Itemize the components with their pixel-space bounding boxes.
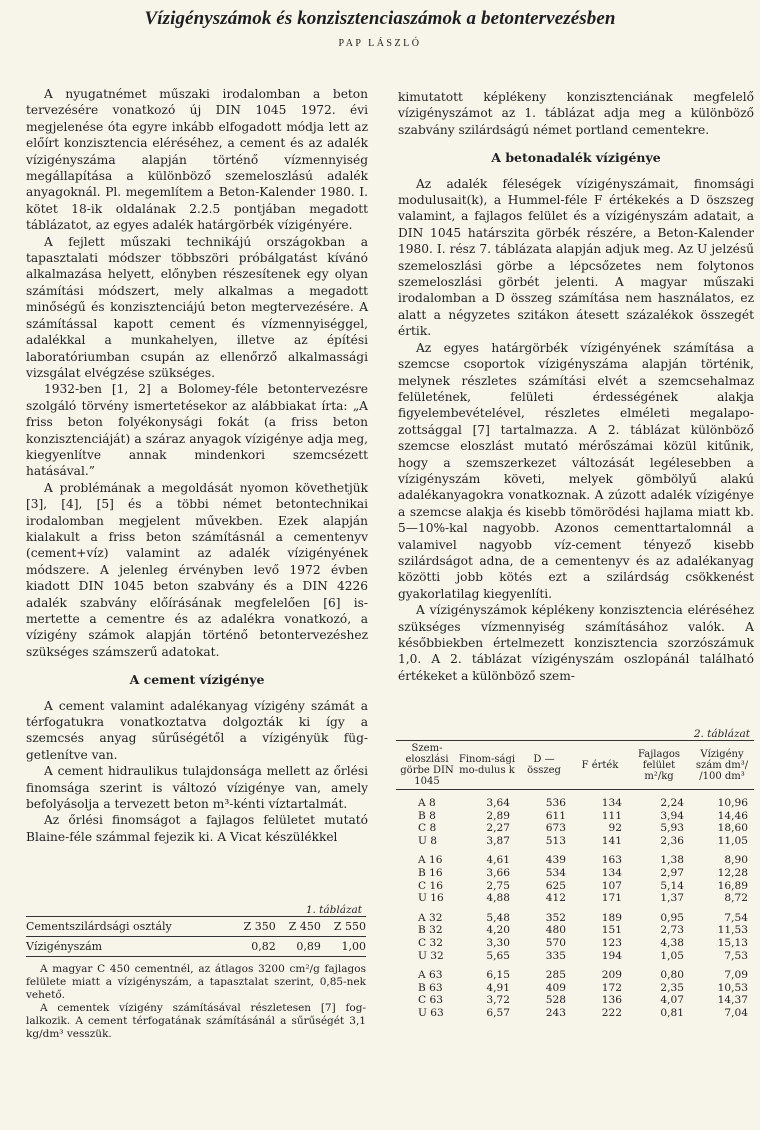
table-cell: 10,96 [717,797,748,809]
table-row [396,982,754,995]
table-cell: 163 [601,854,622,867]
table-cell: 14,46 [717,809,748,822]
table-cell: 1,05 [660,949,684,962]
table-cell: 12,28 [717,866,748,879]
table-1 [26,904,366,1041]
spacer-cell [396,905,754,912]
table-cell: 625 [545,879,566,892]
table-note: A magyar C 450 cementnél, az átlagos 3200 cm²/g fajlagos felülete miatt a vízigényszám, a tapasztalat szerint, 0,85-nek vehető. [26,963,366,1001]
article-author: PAP LÁSZLÓ [338,38,422,49]
table-cell: B 8 [418,809,436,822]
table-cell: U 32 [418,949,444,962]
group-spacer [396,962,754,969]
right-column [398,89,754,684]
spacer-cell [396,962,754,969]
table-cell: 528 [545,994,566,1007]
table-header-cell: Z 550 [321,917,366,937]
table-cell: 16,89 [717,879,748,892]
table-cell: 2,73 [660,924,684,937]
paragraph: A problémának a megoldását nyomon követhetjük [3], [4], [5] és a többi német betontechnikai irodalomban megjelent művekben. Ezek alapján kialakult a friss beton számításnál a cementenyv (cement+víz) valamint az adalék vízigényének módszere. A jelenleg érvényben levő 1972 évben kiadott DIN 1045 beton szabvány és a DIN 4226 adalék szabvány előírásának megfelelően [6] ismertette a cementre és az adalékra vonatkozó, a vízigény számok alapján történő betontervezéshez szükséges számszerű adatokat. [26,480,368,659]
table-cell: 0,81 [660,1006,684,1019]
table-row [396,822,754,835]
table-cell: B 63 [418,981,443,994]
table-cell: 123 [601,936,622,949]
table-cell: 439 [545,854,566,867]
paragraph: A fejlett műszaki technikájú országokban a tapasztalati módszer többszöri próbálgatást kívánó alkalmazása helyett, előnyben részesítenek egy olyan számítási módszert, mely alkalmas a megadott minőségű és konzisztenciájú beton megtervezésére. A számítással kapott cement és vízmennyiséggel, adalékkal a munkahelyen, illetve az építési laboratóriumban csupán az ellenőrző alkalmassági vizsgálat elvégzése szükséges. [26,234,368,380]
table-cell: 3,30 [486,936,510,949]
table-cell: U 8 [418,834,438,847]
table-cell: Vízigényszám [26,937,231,957]
table-cell: 8,72 [724,892,748,905]
group-spacer [396,905,754,912]
table-cell: B 32 [418,924,443,937]
table-cell: 0,95 [660,911,684,924]
table-cell: 3,87 [486,834,510,847]
table-header-cell: Cementszilárdsági osztály [26,917,231,937]
table-note: A cementek vízigény számításával részletesen [7] foglalkozik. A cement térfogatának számításánál a sűrűségét 3,1 kg/dm³ vesszük. [26,1002,366,1040]
table-cell: 3,94 [660,809,684,822]
table-cell: 570 [545,936,566,949]
table-cell: 5,93 [660,822,684,835]
table-cell: 18,60 [717,822,748,835]
group-spacer [396,847,754,854]
table-cell: 209 [601,969,622,982]
table-caption: 1. táblázat [305,904,362,916]
table-cell: 409 [545,981,566,994]
section-heading: A betonadalék vízigénye [491,150,661,166]
table-cell: 2,35 [660,981,684,994]
table-row [396,1007,754,1020]
table-cell: 3,66 [486,866,510,879]
table-cell: 189 [601,911,622,924]
table-cell: U 16 [418,892,444,905]
table-row [396,880,754,893]
table-cell: 4,91 [486,981,510,994]
table-cell: 134 [601,866,622,879]
table-cell: 1,00 [321,937,366,957]
table-row [396,892,754,905]
table-cell: 0,89 [276,937,321,957]
table-cell: 3,72 [486,994,510,1007]
table-notes [26,963,366,1041]
aggregate-table [396,740,754,1020]
table-cell: U 63 [418,1006,444,1019]
table-cell: 536 [545,797,566,809]
group-spacer [396,790,754,798]
paragraph: A vízigényszámok képlékeny konzisztencia eléréséhez szükséges vízmennyiség számításához valók. A későbbiekben értelmezett konzisztencia szorzószámuk 1,0. A 2. táblázat vízigényszám oszlopánál található értékeket a különböző szem- [398,603,754,683]
table-cell: 412 [545,892,566,905]
table-cell: 172 [601,981,622,994]
table-header-cell: D — összeg [516,741,572,790]
paragraph: A nyugatnémet műszaki irodalomban a beton tervezésére vonatkozó új DIN 1045 1972. évi megjelenése óta egyre inkább elfogadott módja lett az előírt konzisztencia eléréséhez, a cement és az adalék vízigényszáma alapján történő vízmennyiség megállapítása a különböző szemeloszlású adalék anyagoknál. Pl. megemlítem a Beton-Kalender 1980. I. kötet 18-ik oldalának 2.2.5 pontjában megadott táblázatot, az egyes adalék határgörbék vízigényére. [26,87,368,233]
table-header-cell: Finom-sági mo-dulus k [458,741,516,790]
table-row [396,969,754,982]
table-cell: A 16 [418,854,443,867]
table-cell: C 63 [418,994,443,1007]
table-cell: 2,75 [486,879,510,892]
table-cell: 15,13 [717,936,748,949]
table-cell: 7,09 [724,969,748,982]
table-cell: A 63 [418,969,443,982]
table-cell: 1,37 [660,892,684,905]
table-cell: 1,38 [660,854,684,867]
table-cell: 6,57 [486,1006,510,1019]
table-cell: 673 [545,822,566,835]
paragraph: Az egyes határgörbék vízigényének számítása a szemcse csoportok vízigényszáma alapján történik, melynek részletes számítási elvét a szemcsehalmaz felületének, felületi érdességének alakja figyelembevételével, részletes elméleti megalapozottsággal [7] tartalmazza. A 2. táblázat különböző szemcse eloszlást mutató mérőszámai közül kitűnik, hogy a szemszerkezet változását legélesebben a vízigényszám követi, melyek gömbölyű alakú adalékanyagokra vonatkoznak. A zúzott adalék vízigénye a szemcse alakja és kisebb tömörödési hajlama miatt kb. 5—10%-kal nagyobb. Azonos cementtartalomnál a valamivel nagyobb víz-cement tényező kisebb szilárdságot adna, de a cementenyv és az adalékanyag közötti jobb kötés ezt a szilárdság csökkenést gyakorlatilag kiegyenlíti. [398,340,754,601]
table-cell: 352 [545,911,566,924]
paragraph: Az őrlési finomságot a fajlagos felületet mutató Blaine-féle számmal fejezik ki. A Vicat készülékkel [26,813,368,844]
table-cell: 7,54 [724,911,748,924]
table-row [396,994,754,1007]
table-cell: 10,53 [717,981,748,994]
table-cell: 111 [601,809,622,822]
table-row [396,854,754,867]
table-cell: 480 [545,924,566,937]
table-cell: A 8 [418,797,436,809]
left-column [26,86,368,845]
paragraph: A cement hidraulikus tulajdonsága mellett az őrlési finomsága szerint is változó vízigénye van, amely befolyásolja a tervezett beton m³-kénti víztartalmát. [26,764,368,812]
table-cell: 5,65 [486,949,510,962]
table-cell: 4,88 [486,892,510,905]
table-cell: 2,97 [660,866,684,879]
table-cell: 7,53 [724,949,748,962]
table-header-cell: Vízigény szám dm³/ /100 dm³ [690,741,754,790]
table-cell: 243 [545,1006,566,1019]
article-title: Vízigényszámok és konzisztenciaszámok a betontervezésben [144,8,616,29]
table-cell: 14,37 [717,994,748,1007]
table-cell: 92 [608,822,622,835]
table-cell: 0,80 [660,969,684,982]
table-cell: A 32 [418,911,443,924]
spacer-cell [396,790,754,798]
paragraph: kimutatott képlékeny konzisztenciának megfelelő vízigényszámot az 1. táblázat adja meg a különböző szabvány szilárdságú német portland cementekre. [398,90,754,137]
table-cell: 5,48 [486,911,510,924]
table-row [396,924,754,937]
table-row [396,810,754,823]
table-cell: 11,05 [717,834,748,847]
table-cell: B 16 [418,866,443,879]
paragraph: Az adalék féleségek vízigényszámait, finomsági modulusait(k), a Hummel-féle F értékekés a D öszszeg valamint, a fajlagos felület és a vízigényszám adatait, a DIN 1045 határszita görbék részére, a Beton-Kalender 1980. I. rész 7. táblázata alapján adjuk meg. Az U jelzésű szemeloszlási görbe a lépcsőzetes nem folytonos szemeloszlási görbét jelenti. A magyar műszaki irodalomban a D összeg számítása nem használatos, ez alatt a négyzetes szitákon átesett százalékok összegét értik. [398,176,754,339]
table-row [396,797,754,810]
table-2 [396,728,754,1020]
table-row [396,950,754,963]
section-heading: A cement vízigénye [129,672,265,688]
table-cell: 2,24 [660,797,684,809]
table-row [396,912,754,925]
table-cell: 611 [545,809,566,822]
table-cell: C 32 [418,936,443,949]
table-header-cell: Szem-eloszlási görbe DIN 1045 [396,741,458,790]
table-cell: 8,90 [724,854,748,867]
paragraph: 1932-ben [1, 2] a Bolomey-féle betontervezésre szolgáló törvény ismertetésekor az alábbiakat írta: „A friss beton folyékonysági fokát (a friss beton konzisztenciáját) a száraz anyagok vízigénye adja meg, kiegyenlítve annak mindenkori szemcsézett hatásával.” [26,382,368,479]
table-cell: 136 [601,994,622,1007]
table-cell: 194 [601,949,622,962]
table-cell: 2,27 [486,822,510,835]
table-header-cell: Z 450 [276,917,321,937]
table-cell: 4,07 [660,994,684,1007]
table-header-cell: F érték [572,741,628,790]
table-cell: 222 [601,1006,622,1019]
table-body [396,790,754,1020]
table-cell: 7,04 [724,1006,748,1019]
table-header-cell: Fajlagos felület m²/kg [628,741,690,790]
table-cell: 534 [545,866,566,879]
table-cell: 2,36 [660,834,684,847]
table-cell: 2,89 [486,809,510,822]
table-cell: 151 [601,924,622,937]
table-caption: 2. táblázat [693,728,750,740]
table-cell: 4,38 [660,936,684,949]
table-cell: 3,64 [486,797,510,809]
spacer-cell [396,847,754,854]
paragraph: A cement valamint adalékanyag vízigény számát a térfogatukra vonatkoztatva dolgozták ki így a szemcsés anyag sűrűségétől a vízigényük függetlenítve van. [26,698,368,762]
table-cell: 513 [545,834,566,847]
table-cell: 171 [601,892,622,905]
table-cell: 5,14 [660,879,684,892]
table-cell: 4,61 [486,854,510,867]
table-cell: 0,82 [231,937,276,957]
table-row [396,835,754,848]
table-cell: 134 [601,797,622,809]
table-cell: 335 [545,949,566,962]
table-header-cell: Z 350 [231,917,276,937]
table-row [396,867,754,880]
table-row [396,937,754,950]
table-cell: 6,15 [486,969,510,982]
cement-table [26,916,366,957]
table-cell: 11,53 [717,924,748,937]
table-cell: C 8 [418,822,437,835]
table-cell: 285 [545,969,566,982]
table-cell: 107 [601,879,622,892]
table-cell: 4,20 [486,924,510,937]
table-cell: C 16 [418,879,443,892]
table-cell: 141 [601,834,622,847]
